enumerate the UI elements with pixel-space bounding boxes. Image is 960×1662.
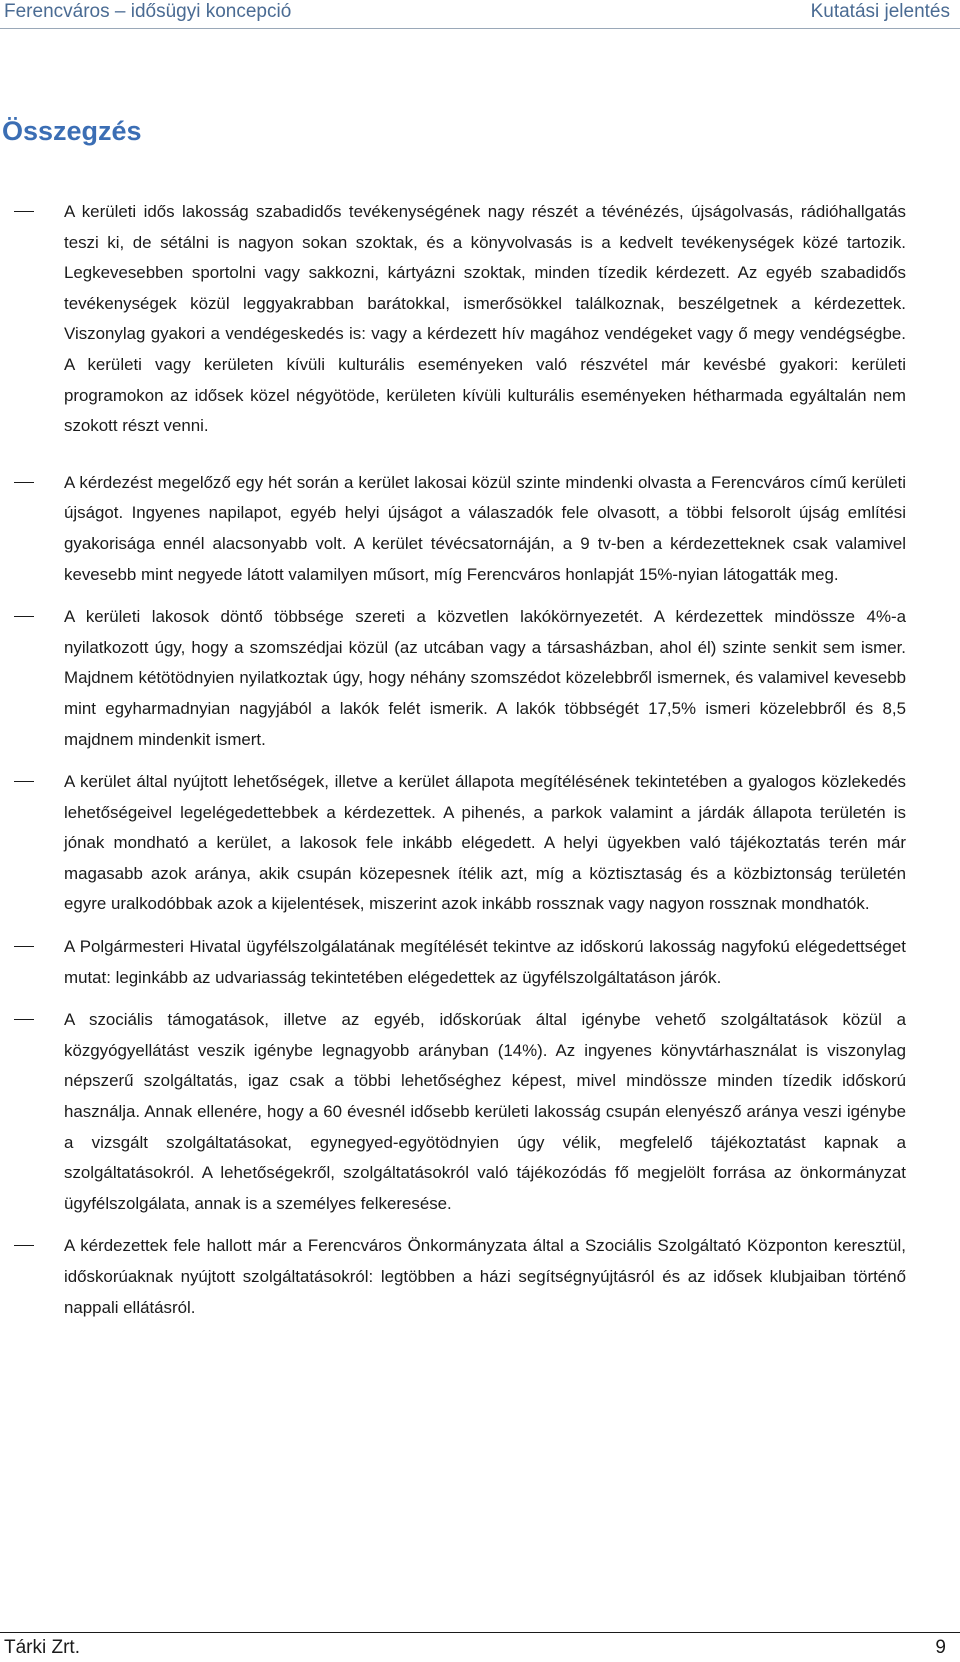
summary-bullet-item [0,1231,906,1323]
bullet-text: A kérdezést megelőző egy hét során a kerület lakosai közül szinte mindenki olvasta a Ferencváros című kerületi újságot. Ingyenes napilapot, egyéb helyi újságot a válaszadók fele olvasott, a többi felsorolt újság említési gyakorisága ennél alacsonyabb volt. A kerület tévécsatornáján, a 9 tv-ben a kérdezetteknek csak valamivel kevesebb mint negyede látott valamilyen műsort, míg Ferencváros honlapját 15%-nyian látogatták meg. [64,472,906,584]
dash-bullet-icon [14,1245,34,1246]
summary-bullet-item [0,197,906,442]
dash-bullet-icon [14,946,34,947]
bullet-text: A Polgármesteri Hivatal ügyfélszolgálatának megítélését tekintve az időskorú lakosság nagyfokú elégedettséget mutat: leginkább az udvariasság tekintetében elégedettek az ügyfélszolgáltatáson járók. [64,937,906,987]
dash-bullet-icon [14,482,34,483]
bullet-text: A kerület által nyújtott lehetőségek, illetve a kerület állapota megítélésének tekintetében a gyalogos közlekedés lehetőségeivel legelégedettebbek a kérdezettek. A pihenés, a parkok valamint a járdák állapota területén is jónak mondható a kerület, a lakosok fele inkább elégedett. A helyi ügyekben való tájékoztatás terén már magasabb azok aránya, akik csupán közepesnek ítélik azt, míg a köztisztaság és a közbiztonság területén egyre uralkodóbbak azok a kijelentések, miszerint azok inkább rossznak vagy nagyon rossznak mondhatók. [64,772,906,914]
summary-bullet-item [0,932,906,993]
summary-bullet-item [0,468,906,590]
page-header [0,0,960,29]
dash-bullet-icon [14,1019,34,1020]
bullet-text: A kérdezettek fele hallott már a Ferencváros Önkormányzata által a Szociális Szolgáltató Központon keresztül, időskorúaknak nyújtott szolgáltatásokról: legtöbben a házi segítségnyújtásról és az idősek klubjaiban történő nappali ellátásról. [64,1236,906,1317]
page-footer [0,1632,960,1662]
summary-bullet-list [0,197,960,1335]
footer-company: Tárki Zrt. [4,1637,80,1658]
summary-bullet-item [0,767,906,920]
header-report-type: Kutatási jelentés [810,1,950,22]
summary-bullet-item [0,602,906,755]
summary-bullet-item [0,1005,906,1219]
bullet-text: A szociális támogatások, illetve az egyéb, időskorúak által igénybe vehető szolgáltatások közül a közgyógyellátást veszik igénybe legnagyobb arányban (14%). Az ingyenes könyvtárhasználat is viszonylag népszerű szolgáltatás, igaz csak a többi lehetőséghez képest, mivel mindössze minden tízedik időskorú használja. Annak ellenére, hogy a 60 évesnél idősebb kerületi lakosság csupán elenyésző aránya veszi igénybe a vizsgált szolgáltatásokat, egynegyed-egyötödnyien úgy vélik, megfelelő tájékoztatást kapnak a szolgáltatásokról. A lehetőségekről, szolgáltatásokról való tájékozódás fő megjelölt forrása az önkormányzat ügyfélszolgálata, annak is a személyes felkeresése. [64,1010,906,1213]
header-document-title: Ferencváros – idősügyi koncepció [4,1,292,22]
bullet-text: A kerületi idős lakosság szabadidős tevékenységének nagy részét a tévénézés, újságolvasás, rádióhallgatás teszi ki, de sétálni is nagyon sokan szoktak, és a könyvolvasás is a kedvelt tevékenységek közé tartozik. Legkevesebben sportolni vagy sakkozni, kártyázni szoktak, minden tízedik kérdezett. Az egyéb szabadidős tevékenységek közül leggyakrabban barátokkal, ismerősökkel találkoznak, beszélgetnek a kérdezettek. Viszonylag gyakori a vendégeskedés is: vagy a kérdezett hív magához vendégeket vagy ő megy vendégségbe. A kerületi vagy kerületen kívüli kulturális eseményeken való részvétel már kevésbé gyakori: kerületi programokon az idősek közel négyötöde, kerületen kívüli kulturális eseményeken hétharmada egyáltalán nem szokott részt venni. [64,202,906,436]
dash-bullet-icon [14,616,34,617]
bullet-text: A kerületi lakosok döntő többsége szereti a közvetlen lakókörnyezetét. A kérdezettek mindössze 4%-a nyilatkozott úgy, hogy a szomszédjai közül (az utcában vagy a társasházban, ahol él) szinte senkit sem ismer. Majdnem kétötödnyien nyilatkoztak úgy, hogy néhány szomszédot közelebbről ismernek, és valamivel kevesebb mint egyharmadnyian nagyjából a lakók felét ismerik. A lakók többségét 17,5% ismeri közelebbről és 8,5 majdnem mindenkit ismert. [64,607,906,749]
dash-bullet-icon [14,211,34,212]
page-number: 9 [935,1637,946,1658]
section-title: Összegzés [2,116,142,146]
dash-bullet-icon [14,781,34,782]
